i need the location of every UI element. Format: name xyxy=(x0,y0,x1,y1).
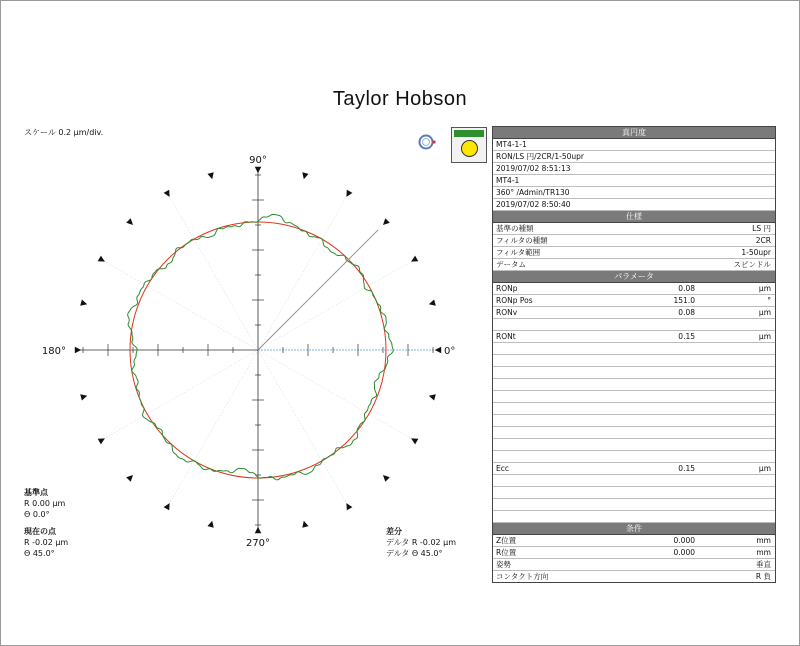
section-roundness-header: 真円度 xyxy=(493,127,775,139)
param-row: RONp Pos 151.0 ° xyxy=(493,295,775,307)
ring-icon[interactable] xyxy=(418,133,436,151)
grid-line xyxy=(258,350,347,504)
diff-delta-theta: デルタ Θ 45.0° xyxy=(386,549,443,558)
angle-marker xyxy=(383,218,390,225)
diff-heading: 差分 xyxy=(386,527,402,536)
ref-point-r: R 0.00 μm xyxy=(24,499,66,508)
param-row xyxy=(493,319,775,331)
empty-row xyxy=(493,427,775,439)
status-indicator-icon xyxy=(461,140,478,157)
empty-row xyxy=(493,379,775,391)
angle-label: 90° xyxy=(249,155,267,166)
grid-line xyxy=(169,196,258,350)
param-row: RONv 0.08 μm xyxy=(493,307,775,319)
empty-row xyxy=(493,415,775,427)
info-row: 2019/07/02 8:51:13 xyxy=(493,163,775,175)
info-row: 2019/07/02 8:50:40 xyxy=(493,199,775,211)
angle-marker xyxy=(346,503,352,510)
angle-marker xyxy=(126,218,133,225)
diff-delta-r: デルタ R -0.02 μm xyxy=(386,538,457,547)
scale-label: スケール 0.2 μm/div. xyxy=(24,128,104,137)
spec-row: フィルタ範囲 1-50upr xyxy=(493,247,775,259)
empty-row xyxy=(493,343,775,355)
empty-row xyxy=(493,475,775,487)
empty-row xyxy=(493,499,775,511)
angle-marker xyxy=(208,521,214,528)
spec-row: 基準の種類 LS 円 xyxy=(493,223,775,235)
grid-line xyxy=(104,350,258,439)
info-row: MT4-1-1 xyxy=(493,139,775,151)
info-row: 360° /Admin/TR130 xyxy=(493,187,775,199)
condition-row: R位置 0.000 mm xyxy=(493,547,775,559)
status-display-icon[interactable] xyxy=(451,127,487,163)
angle-marker xyxy=(164,190,170,197)
angle-label: 0° xyxy=(444,346,456,357)
angle-marker xyxy=(346,190,352,197)
angle-marker xyxy=(98,438,105,444)
empty-row xyxy=(493,367,775,379)
ref-point-theta: Θ 0.0° xyxy=(24,510,50,519)
spec-row: フィルタの種類 2CR xyxy=(493,235,775,247)
empty-row xyxy=(493,439,775,451)
angle-marker xyxy=(429,300,436,306)
param-row: RONt 0.15 μm xyxy=(493,331,775,343)
current-point-heading: 現在の点 xyxy=(24,527,56,536)
info-row: MT4-1 xyxy=(493,175,775,187)
angle-marker xyxy=(383,475,390,482)
angle-marker xyxy=(75,347,81,353)
angle-marker xyxy=(255,167,261,173)
empty-row xyxy=(493,511,775,523)
ecc-row: Ecc 0.15 μm xyxy=(493,463,775,475)
grid-line xyxy=(169,350,258,504)
current-point-theta: Θ 45.0° xyxy=(24,549,55,558)
ref-point-heading: 基準点 xyxy=(24,488,48,497)
angle-marker xyxy=(80,300,87,306)
angle-marker xyxy=(411,438,418,444)
angle-marker xyxy=(302,521,308,528)
param-row: RONp 0.08 μm xyxy=(493,283,775,295)
angle-marker xyxy=(435,347,441,353)
spec-row: データム スピンドル xyxy=(493,259,775,271)
angle-marker xyxy=(126,475,133,482)
condition-row: 姿勢 垂直 xyxy=(493,559,775,571)
angle-marker xyxy=(98,256,105,262)
section-parameters-header: パラメータ xyxy=(493,271,775,283)
angle-marker xyxy=(429,394,436,400)
angle-marker xyxy=(411,256,418,262)
grid-line xyxy=(104,261,258,350)
section-conditions-header: 条件 xyxy=(493,523,775,535)
grid-line xyxy=(258,350,412,439)
empty-row xyxy=(493,487,775,499)
empty-row xyxy=(493,403,775,415)
angle-marker xyxy=(208,172,214,179)
section-spec-header: 仕様 xyxy=(493,211,775,223)
angle-marker xyxy=(255,527,261,533)
status-display-bar xyxy=(454,130,484,137)
empty-row xyxy=(493,391,775,403)
results-panel xyxy=(492,126,776,583)
angle-label: 270° xyxy=(245,538,271,549)
angle-label: 180° xyxy=(41,346,66,357)
cursor-line xyxy=(258,230,378,350)
current-point-r: R -0.02 μm xyxy=(24,538,69,547)
condition-row: Z位置 0.000 mm xyxy=(493,535,775,547)
angle-marker xyxy=(302,172,308,179)
angle-marker xyxy=(164,503,170,510)
info-row: RON/LS 円/2CR/1-50upr xyxy=(493,151,775,163)
condition-row: コンタクト方向 R 負 xyxy=(496,572,771,581)
empty-row xyxy=(493,355,775,367)
report-title: Taylor Hobson xyxy=(332,88,468,110)
angle-marker xyxy=(80,394,87,400)
empty-row xyxy=(493,451,775,463)
grid-line xyxy=(258,196,347,350)
